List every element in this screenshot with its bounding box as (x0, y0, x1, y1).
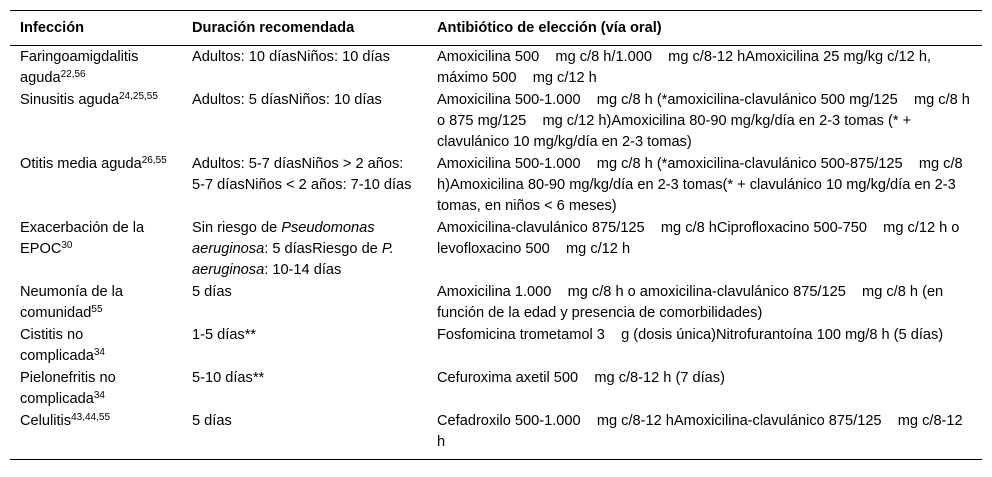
table-row (10, 367, 982, 410)
antibiotic-table-container (10, 10, 982, 460)
reference-superscript: 43,44,55 (71, 412, 111, 423)
antibiotic-cell: Amoxicilina-clavulánico 875/125 mg c/8 hCiprofloxacino 500-750 mg c/12 h o levofloxacino 500 mg c/12 h (437, 220, 964, 257)
antibiotic-cell: Amoxicilina 500-1.000 mg c/8 h (*amoxicilina-clavulánico 500-875/125 mg c/8 h)Amoxicilina 80-90 mg/kg/día en 2-3 tomas(* + clavulánico 10 mg/kg/día en 2-3 tomas, en niños < 6 meses) (437, 156, 967, 214)
duration-cell: 1-5 días** (192, 327, 257, 343)
duration-cell: 5-10 días** (192, 370, 265, 386)
table-row (10, 217, 982, 281)
table-header-row (10, 11, 982, 46)
duration-cell (182, 217, 427, 281)
infection-name: Sinusitis aguda (20, 92, 119, 108)
antibiotic-table (10, 10, 982, 460)
infection-cell (10, 281, 182, 324)
reference-superscript: 55 (91, 304, 103, 315)
antibiotic-cell: Fosfomicina trometamol 3 g (dosis única)Nitrofurantoína 100 mg/8 h (5 días) (437, 327, 944, 343)
duration-organism: Pseudomonas aeruginosa (192, 220, 375, 257)
infection-cell (10, 153, 182, 217)
table-row (10, 324, 982, 367)
duration-text: : 5 díasRiesgo de (264, 241, 382, 257)
duration-cell: Adultos: 5-7 díasNiños > 2 años: 5-7 díasNiños < 2 años: 7-10 días (192, 156, 412, 193)
infection-cell (10, 367, 182, 410)
infection-cell (10, 46, 182, 90)
antibiotic-cell: Amoxicilina 500 mg c/8 h/1.000 mg c/8-12 hAmoxicilina 25 mg/kg c/12 h, máximo 500 mg c/12 h (437, 49, 936, 86)
duration-cell: 5 días (192, 284, 232, 300)
infection-name: Otitis media aguda (20, 156, 142, 172)
table-row (10, 410, 982, 460)
infection-name: Faringoamigdalitis aguda (20, 49, 139, 86)
infection-cell (10, 324, 182, 367)
table-row (10, 89, 982, 153)
infection-name: Pielonefritis no complicada (20, 370, 116, 407)
duration-cell: Adultos: 10 díasNiños: 10 días (192, 49, 390, 65)
infection-name: Celulitis (20, 413, 72, 429)
antibiotic-cell: Cefadroxilo 500-1.000 mg c/8-12 hAmoxicilina-clavulánico 875/125 mg c/8-12 h (427, 410, 982, 460)
infection-cell (10, 217, 182, 281)
infection-name: Cistitis no complicada (20, 327, 94, 364)
duration-cell: Adultos: 5 díasNiños: 10 días (192, 92, 382, 108)
infection-cell (10, 410, 182, 460)
infection-cell (10, 89, 182, 153)
duration-organism: P. aeruginosa (192, 241, 394, 278)
header-infeccion: Infección (10, 11, 182, 46)
reference-superscript: 26,55 (141, 155, 167, 166)
antibiotic-cell: Cefuroxima axetil 500 mg c/8-12 h (7 días) (437, 370, 725, 386)
infection-name: Neumonía de la comunidad (20, 284, 124, 321)
table-row (10, 281, 982, 324)
antibiotic-cell: Amoxicilina 1.000 mg c/8 h o amoxicilina-clavulánico 875/125 mg c/8 h (en función de la edad y presencia de comorbilidades) (437, 284, 948, 321)
duration-text: Sin riesgo de (192, 220, 282, 236)
reference-superscript: 24,25,55 (118, 91, 158, 102)
header-antibiotico: Antibiótico de elección (vía oral) (427, 11, 982, 46)
header-duracion: Duración recomendada (182, 11, 427, 46)
infection-name: Exacerbación de la EPOC (20, 220, 145, 257)
antibiotic-cell: Amoxicilina 500-1.000 mg c/8 h (*amoxicilina-clavulánico 500 mg/125 mg c/8 h o 875 mg/125 mg c/12 h)Amoxicilina 80-90 mg/kg/día en 2-3 tomas (* + clavulánico 10 mg/kg/día en 2-3 tomas) (437, 92, 974, 150)
table-row (10, 46, 982, 90)
reference-superscript: 34 (93, 347, 105, 358)
table-row (10, 153, 982, 217)
reference-superscript: 30 (61, 240, 73, 251)
duration-text: : 10-14 días (264, 262, 342, 278)
reference-superscript: 22,56 (60, 69, 86, 80)
duration-cell: 5 días (182, 410, 427, 460)
reference-superscript: 34 (93, 390, 105, 401)
